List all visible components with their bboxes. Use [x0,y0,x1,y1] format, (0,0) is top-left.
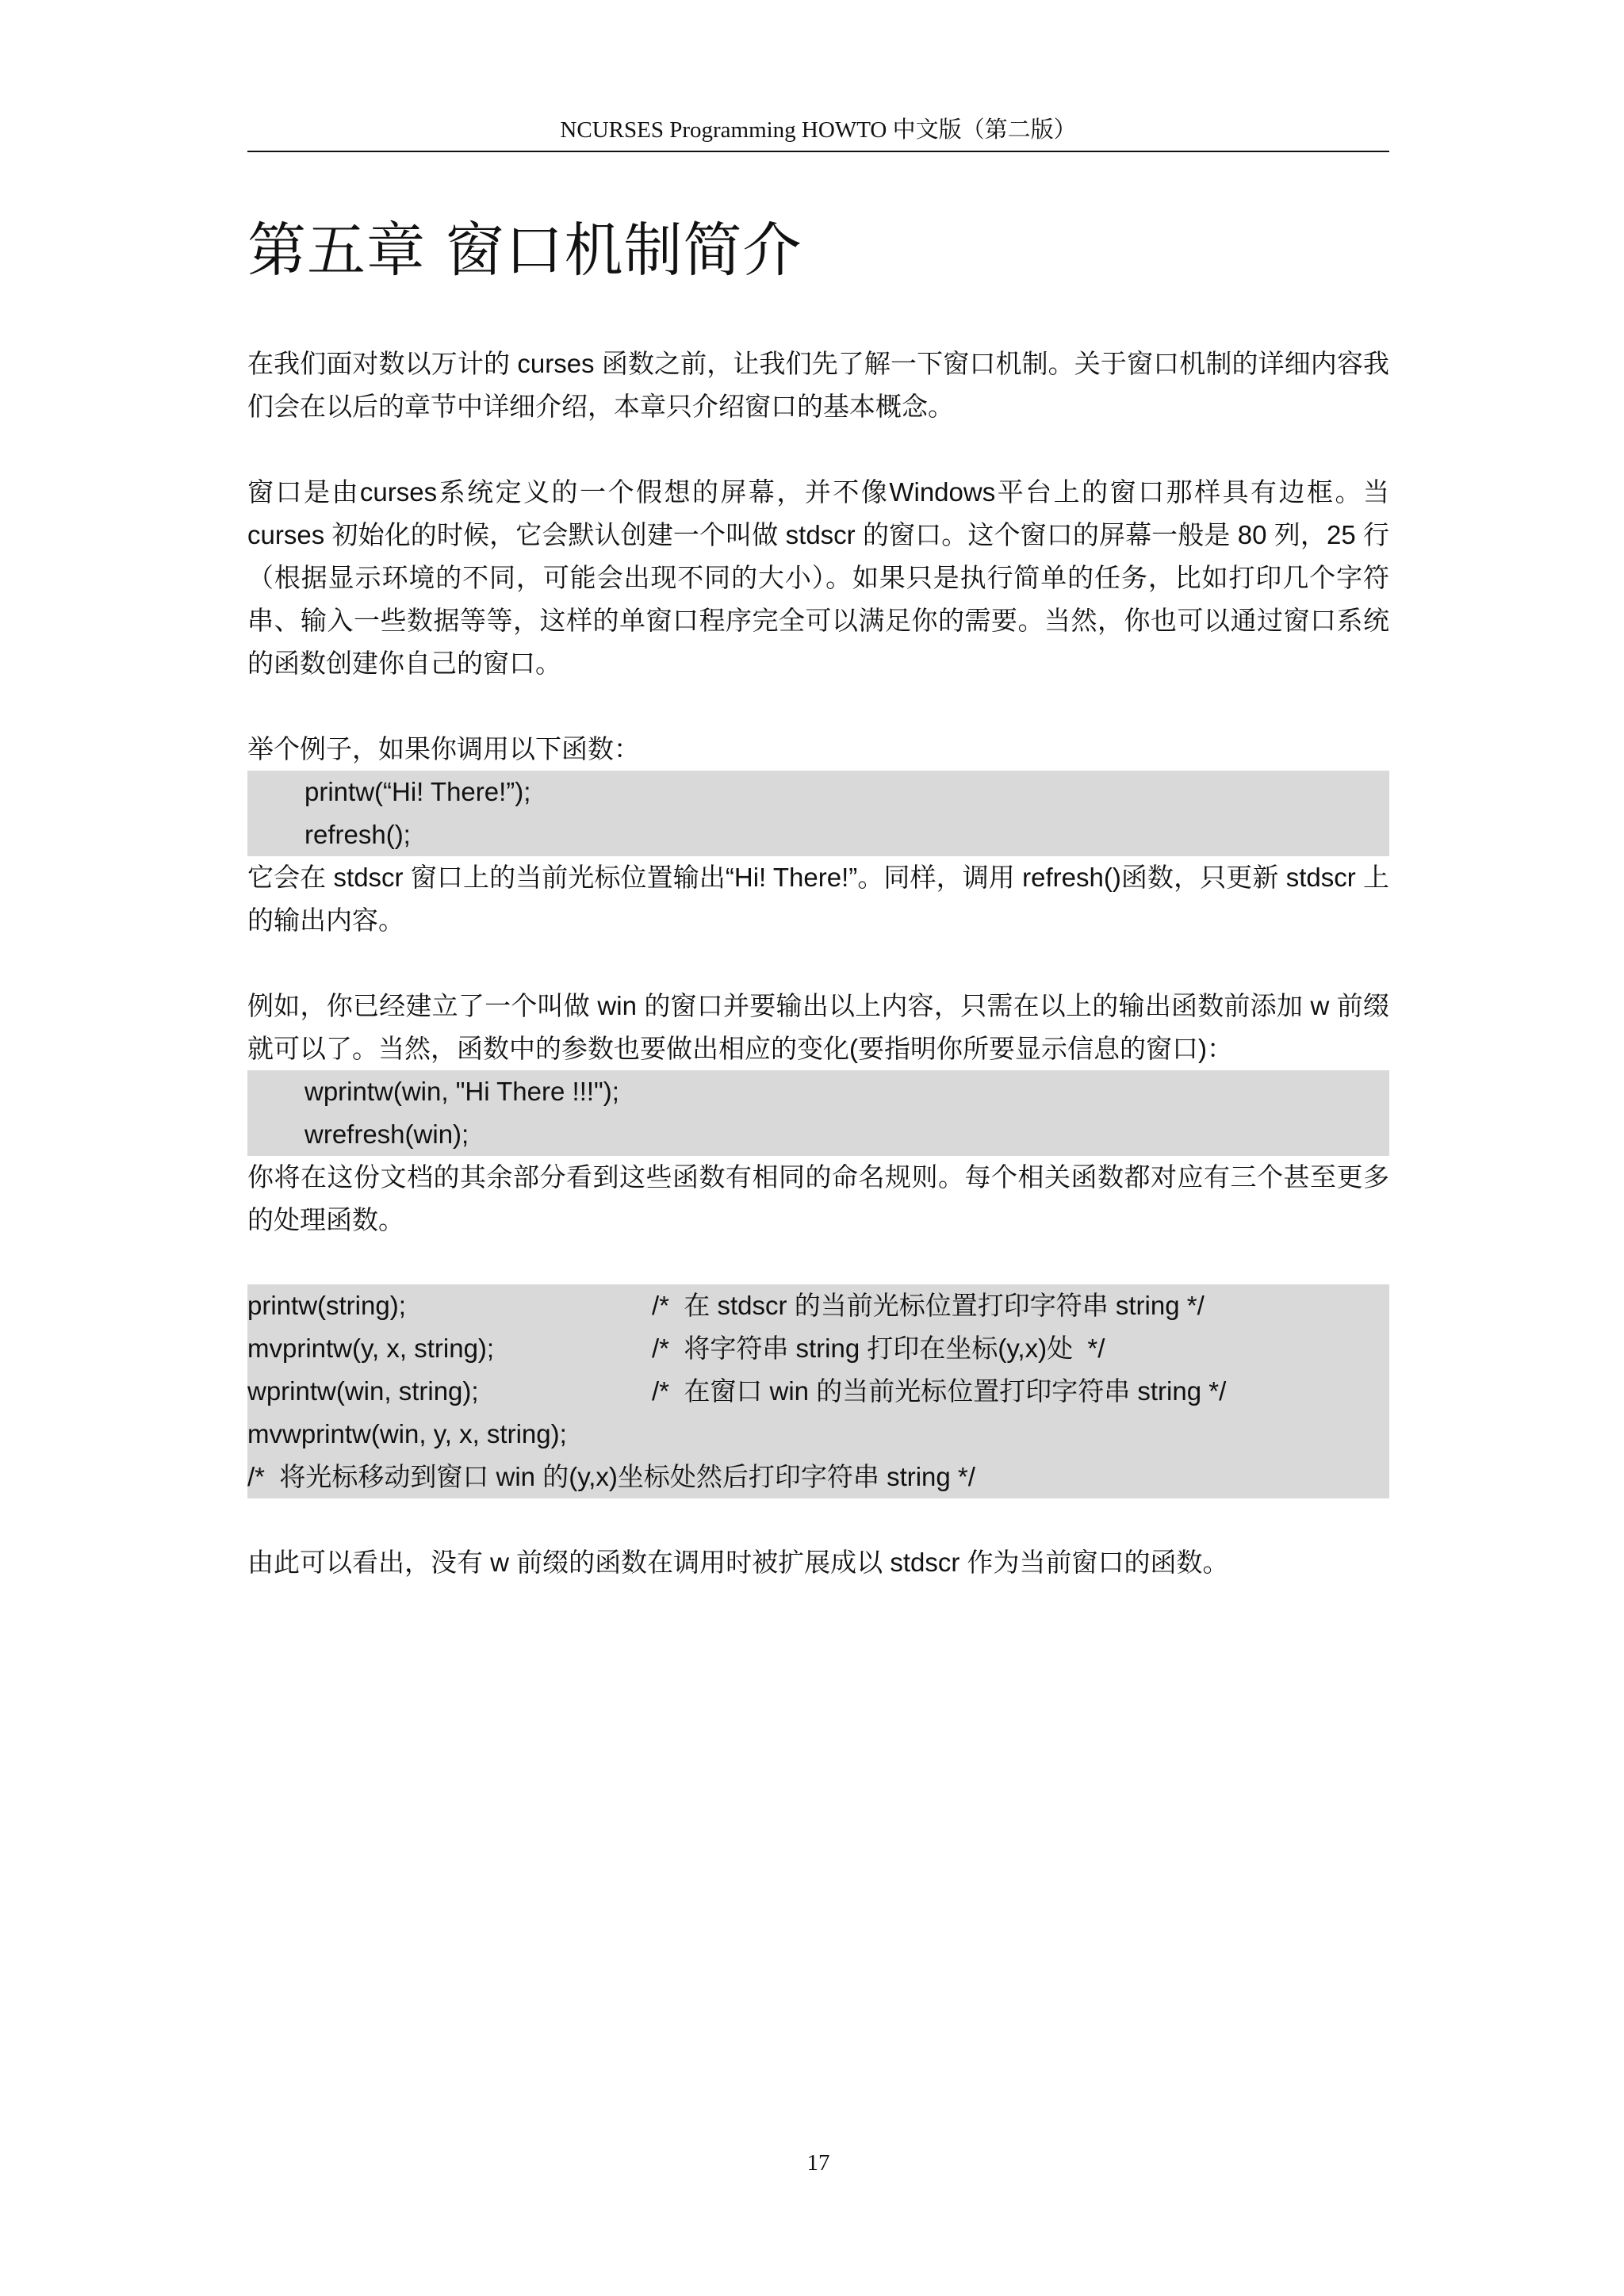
chapter-title: 第五章 窗口机制简介 [247,216,802,285]
code-line: refresh(); [304,820,411,849]
function-signature: mvprintw(y, x, string); [247,1334,495,1363]
code-line: wprintw(win, "Hi There !!!"); [304,1077,619,1106]
page-number: 17 [806,2150,830,2175]
code-line: wrefresh(win); [304,1119,469,1149]
code-line: printw(“Hi! There!”); [304,777,531,806]
table-row [247,1370,1389,1413]
function-comment: /* 将字符串 string 打印在坐标(y,x)处 */ [652,1334,1105,1363]
function-comment: /* 在 stdscr 的当前光标位置打印字符串 string */ [652,1291,1205,1320]
code-block-win-example [247,1070,1389,1156]
function-comment: /* 在窗口 win 的当前光标位置打印字符串 string */ [652,1376,1227,1406]
paragraph-example-explain: 它会在 stdscr 窗口上的当前光标位置输出“Hi! There!”。同样，调用 refresh()函数，只更新 stdscr 上的输出内容。 [247,863,1389,935]
paragraph-conclusion: 由此可以看出，没有 w 前缀的函数在调用时被扩展成以 stdscr 作为当前窗口的函数。 [247,1548,1229,1577]
function-signature: mvwprintw(win, y, x, string); [247,1419,567,1448]
function-comparison-table [247,1284,1389,1498]
header-rule [247,151,1389,152]
code-block-stdscr-example [247,771,1389,856]
function-signature: printw(string); [247,1291,406,1320]
function-signature: wprintw(win, string); [247,1376,479,1406]
running-header: NCURSES Programming HOWTO 中文版（第二版） [560,117,1077,143]
paragraph-intro: 在我们面对数以万计的 curses 函数之前，让我们先了解一下窗口机制。关于窗口机制的详细内容我们会在以后的章节中详细介绍，本章只介绍窗口的基本概念。 [247,349,1389,421]
paragraph-window-definition: 窗口是由curses系统定义的一个假想的屏幕，并不像Windows平台上的窗口那样具有边框。当 curses 初始化的时候，它会默认创建一个叫做 stdscr 的窗口。这个窗口的屏幕一般是 80 列，25 行（根据显示环境的不同，可能会出现不同的大小）。如果只是执行简单的任务，比如打印几个字符串、输入一些数据等等，这样的单窗口程序完全可以满足你的需要。当然，你也可以通过窗口系统的函数创建你自己的窗口。 [247,477,1389,678]
table-row [247,1413,1389,1456]
table-row [247,1284,1389,1327]
chapter-body [247,342,1389,1584]
paragraph-naming-rule: 你将在这份文档的其余部分看到这些函数有相同的命名规则。每个相关函数都对应有三个甚至更多的处理函数。 [247,1162,1389,1234]
function-comment: /* 将光标移动到窗口 win 的(y,x)坐标处然后打印字符串 string */ [247,1462,975,1491]
table-row [247,1327,1389,1370]
document-page [247,0,1389,2296]
table-row [247,1456,1389,1498]
paragraph-win-example-intro: 例如，你已经建立了一个叫做 win 的窗口并要输出以上内容，只需在以上的输出函数前添加 w 前缀就可以了。当然，函数中的参数也要做出相应的变化(要指明你所要显示信息的窗口)： [247,991,1389,1063]
function-comment [652,1413,1389,1456]
paragraph-example-intro: 举个例子，如果你调用以下函数： [247,734,640,763]
